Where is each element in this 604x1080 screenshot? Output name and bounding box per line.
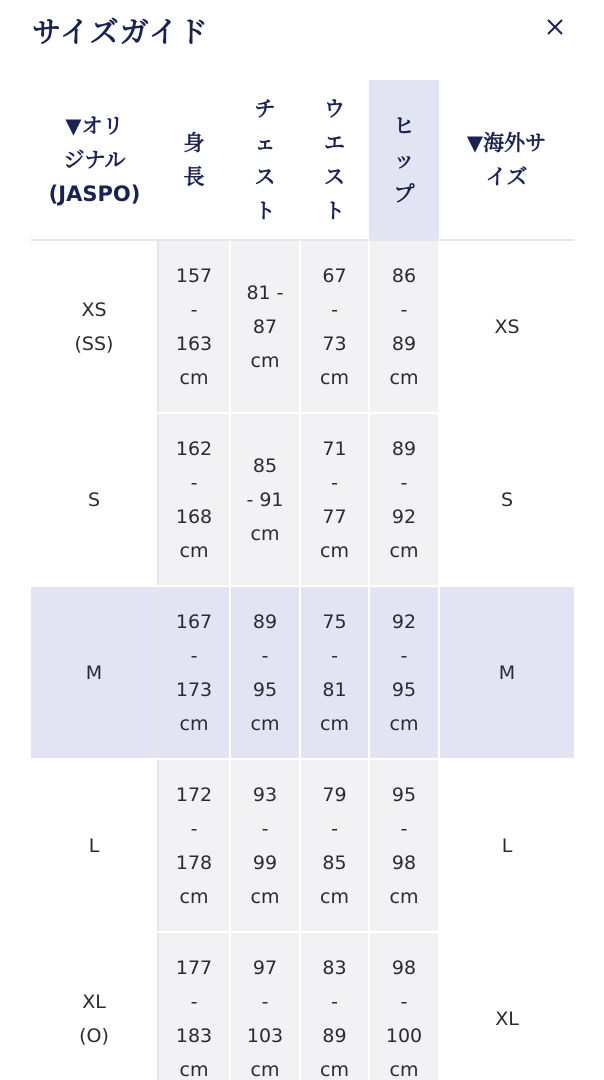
- cell-text-line: cm: [320, 885, 349, 908]
- size-cell: [31, 759, 158, 932]
- header-text-line: ▼海外サ: [466, 130, 547, 155]
- size-cell: [31, 586, 158, 759]
- cell-text-line: XL: [495, 1007, 519, 1030]
- cell-text-line: cm: [179, 366, 209, 389]
- cell-text-line: -: [190, 817, 198, 840]
- cell-text-line: 168: [175, 505, 213, 528]
- cell-text-line: 97: [252, 956, 278, 979]
- cell-text-line: cm: [320, 712, 349, 735]
- cell-text-line: S: [87, 488, 101, 511]
- cell-text-line: -: [400, 817, 408, 840]
- header-text-line: ス: [254, 164, 276, 189]
- cell-text-line: 92: [391, 505, 417, 528]
- cell-text-line: M: [85, 661, 103, 684]
- header-text-line: ウ: [324, 96, 345, 121]
- cell-text-line: -: [261, 990, 269, 1013]
- overseas-size-cell: [439, 759, 574, 932]
- column-header-chest: [230, 80, 300, 240]
- cell-text-line: 100: [385, 1024, 423, 1047]
- cell-text-line: XS: [494, 315, 520, 338]
- cell-text-line: 98: [391, 956, 417, 979]
- close-icon: [545, 17, 565, 37]
- size-cell: [31, 932, 158, 1080]
- waist-cell: [300, 413, 369, 586]
- cell-text-line: -: [331, 990, 338, 1013]
- cell-text-line: -: [400, 990, 408, 1013]
- cell-text-line: 81 -: [246, 281, 284, 304]
- cell-text-line: (O): [79, 1024, 109, 1047]
- cell-text-line: XS: [81, 298, 107, 321]
- hip-cell: [369, 932, 439, 1080]
- cell-text-line: 79: [322, 783, 347, 806]
- header-text-line: エ: [324, 130, 345, 155]
- cell-text-line: -: [331, 817, 338, 840]
- hip-cell: [369, 586, 439, 759]
- size-cell: [31, 240, 158, 413]
- cell-text-line: cm: [389, 539, 419, 562]
- height-cell: [158, 413, 230, 586]
- cell-text-line: 85: [322, 851, 347, 874]
- cell-text-line: -: [331, 471, 338, 494]
- waist-cell: [300, 586, 369, 759]
- hip-cell: [369, 413, 439, 586]
- overseas-size-cell: [439, 413, 574, 586]
- cell-text-line: cm: [179, 885, 209, 908]
- header-text-line: イズ: [485, 164, 528, 189]
- cell-text-line: cm: [179, 1058, 209, 1080]
- waist-cell: [300, 759, 369, 932]
- cell-text-line: 92: [391, 610, 417, 633]
- cell-text-line: 89: [322, 1024, 347, 1047]
- cell-text-line: 177: [175, 956, 213, 979]
- header-text-line: 長: [183, 164, 205, 189]
- chest-cell: [230, 586, 300, 759]
- cell-text-line: L: [88, 834, 100, 857]
- header-text-line: プ: [393, 181, 415, 206]
- overseas-size-cell: [439, 586, 574, 759]
- cell-text-line: -: [261, 817, 269, 840]
- cell-text-line: 81: [322, 678, 347, 701]
- waist-cell: [300, 240, 369, 413]
- cell-text-line: cm: [250, 885, 280, 908]
- height-cell: [158, 759, 230, 932]
- cell-text-line: -: [261, 644, 269, 667]
- cell-text-line: cm: [389, 712, 419, 735]
- cell-text-line: 95: [252, 678, 278, 701]
- cell-text-line: 73: [322, 332, 347, 355]
- cell-text-line: cm: [320, 539, 349, 562]
- column-header-overseas-size: [439, 80, 574, 240]
- cell-text-line: cm: [389, 1058, 419, 1080]
- cell-text-line: (SS): [74, 332, 114, 355]
- chest-cell: [230, 932, 300, 1080]
- size-table: [31, 80, 574, 1080]
- cell-text-line: 162: [175, 437, 213, 460]
- chest-cell: [230, 759, 300, 932]
- header-text-line: ス: [324, 164, 345, 189]
- table-row: [31, 413, 574, 586]
- column-header-height: [158, 80, 230, 240]
- cell-text-line: cm: [389, 366, 419, 389]
- cell-text-line: cm: [320, 366, 349, 389]
- cell-text-line: 172: [175, 783, 213, 806]
- cell-text-line: 93: [252, 783, 278, 806]
- cell-text-line: XL: [82, 990, 106, 1013]
- header-text-line: ト: [324, 198, 345, 223]
- cell-text-line: 67: [322, 264, 347, 287]
- cell-text-line: -: [331, 644, 338, 667]
- cell-text-line: cm: [250, 712, 280, 735]
- size-cell: [31, 413, 158, 586]
- cell-text-line: 89: [391, 437, 417, 460]
- cell-text-line: -: [400, 471, 408, 494]
- cell-text-line: 75: [322, 610, 347, 633]
- column-header-hip: [369, 80, 439, 240]
- cell-text-line: -: [331, 298, 338, 321]
- cell-text-line: - 91: [246, 488, 284, 511]
- size-table-container[interactable]: [31, 80, 574, 1080]
- close-button[interactable]: [538, 10, 572, 44]
- cell-text-line: -: [190, 990, 198, 1013]
- cell-text-line: cm: [250, 349, 280, 372]
- cell-text-line: cm: [320, 1058, 349, 1080]
- cell-text-line: 167: [175, 610, 213, 633]
- cell-text-line: 89: [252, 610, 278, 633]
- waist-cell: [300, 932, 369, 1080]
- cell-text-line: 157: [175, 264, 213, 287]
- header-text-line: ジナル: [63, 147, 126, 172]
- header-text-line: ▼オリ: [65, 113, 124, 138]
- table-header-row: [31, 80, 574, 240]
- cell-text-line: 98: [391, 851, 417, 874]
- table-row: [31, 240, 574, 413]
- table-row: [31, 932, 574, 1080]
- cell-text-line: -: [400, 644, 408, 667]
- cell-text-line: 183: [175, 1024, 213, 1047]
- cell-text-line: S: [500, 488, 514, 511]
- hip-cell: [369, 759, 439, 932]
- height-cell: [158, 932, 230, 1080]
- chest-cell: [230, 413, 300, 586]
- header-text-line: (JASPO): [48, 181, 141, 206]
- modal-header: [0, 0, 604, 64]
- header-text-line: 身: [183, 130, 205, 155]
- cell-text-line: 85: [252, 454, 278, 477]
- overseas-size-cell: [439, 240, 574, 413]
- cell-text-line: -: [190, 298, 198, 321]
- cell-text-line: 86: [391, 264, 417, 287]
- cell-text-line: 95: [391, 678, 417, 701]
- cell-text-line: 71: [322, 437, 347, 460]
- cell-text-line: M: [498, 661, 516, 684]
- header-text-line: ト: [254, 198, 276, 223]
- height-cell: [158, 586, 230, 759]
- cell-text-line: 178: [175, 851, 213, 874]
- overseas-size-cell: [439, 932, 574, 1080]
- cell-text-line: L: [501, 834, 513, 857]
- cell-text-line: cm: [389, 885, 419, 908]
- chest-cell: [230, 240, 300, 413]
- table-body: [31, 240, 574, 1080]
- header-text-line: ヒ: [393, 113, 415, 138]
- cell-text-line: -: [190, 644, 198, 667]
- cell-text-line: -: [190, 471, 198, 494]
- column-header-waist: [300, 80, 369, 240]
- cell-text-line: 99: [252, 851, 278, 874]
- cell-text-line: -: [400, 298, 408, 321]
- cell-text-line: cm: [250, 522, 280, 545]
- cell-text-line: cm: [179, 539, 209, 562]
- page-title: サイズガイド: [32, 15, 209, 49]
- header-text-line: チ: [254, 96, 276, 121]
- cell-text-line: 83: [322, 956, 347, 979]
- cell-text-line: 89: [391, 332, 417, 355]
- cell-text-line: 87: [252, 315, 278, 338]
- cell-text-line: 173: [175, 678, 213, 701]
- cell-text-line: 77: [322, 505, 347, 528]
- hip-cell: [369, 240, 439, 413]
- header-text-line: ェ: [254, 130, 276, 155]
- height-cell: [158, 240, 230, 413]
- cell-text-line: 95: [391, 783, 417, 806]
- cell-text-line: 163: [175, 332, 213, 355]
- header-text-line: ッ: [393, 147, 415, 172]
- cell-text-line: 103: [246, 1024, 284, 1047]
- cell-text-line: cm: [250, 1058, 280, 1080]
- cell-text-line: cm: [179, 712, 209, 735]
- table-row: [31, 759, 574, 932]
- table-row: [31, 586, 574, 759]
- column-header-original-size: [31, 80, 158, 240]
